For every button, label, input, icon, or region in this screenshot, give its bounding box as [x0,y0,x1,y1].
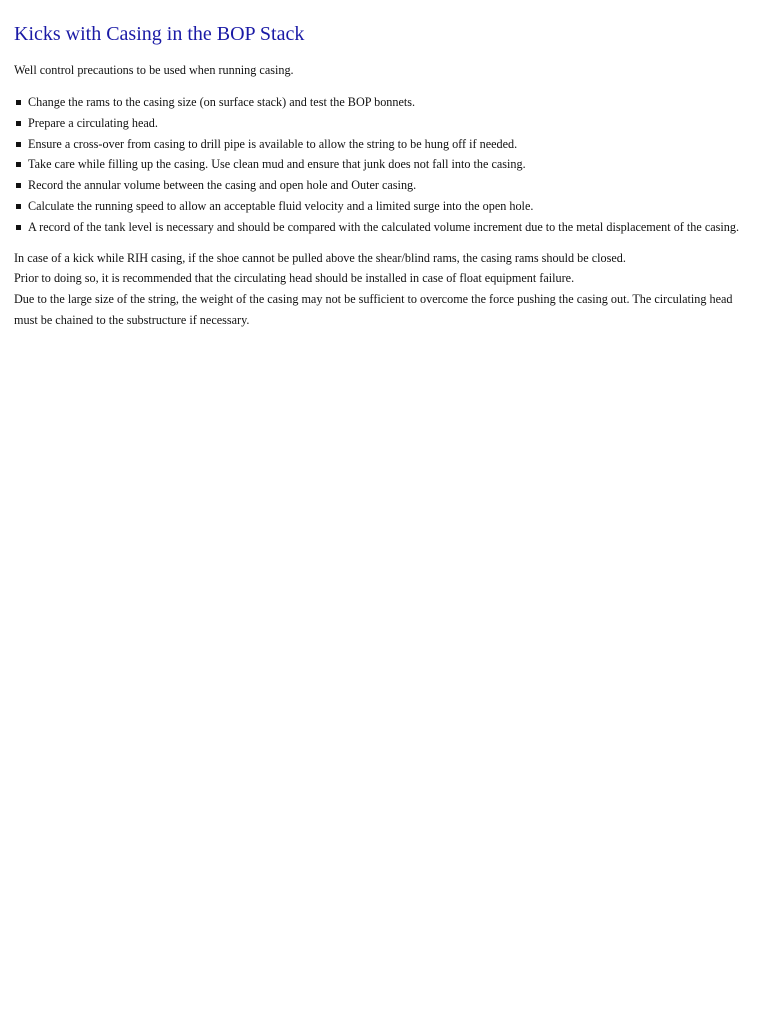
square-bullet-icon [16,142,21,147]
intro-text: Well control precautions to be used when running casing. [14,63,294,77]
list-item-text: Prepare a circulating head. [28,115,158,130]
note-paragraph: Due to the large size of the string, the weight of the casing may not be sufficient to overcome the force pushing the casing out. The circulating head must be chained to the substructure if necessary. [14,292,733,327]
precautions-list [14,92,754,238]
list-item-text: A record of the tank level is necessary and should be compared with the calculated volume increment due to the metal displacement of the casing. [28,219,740,234]
square-bullet-icon [16,183,21,188]
list-item [14,154,754,175]
list-item [14,134,754,155]
note-paragraph: Prior to doing so, it is recommended that the circulating head should be installed in case of float equipment failure. [14,271,575,286]
list-item-text: Take care while filling up the casing. Use clean mud and ensure that junk does not fall into the casing. [28,157,526,172]
list-item-text: Change the rams to the casing size (on surface stack) and test the BOP bonnets. [28,95,416,109]
document-page [14,0,754,331]
list-item [14,175,754,196]
note-paragraph: In case of a kick while RIH casing, if the shoe cannot be pulled above the shear/blind rams, the casing rams should be closed. [14,250,626,265]
kick-procedure-notes [14,248,739,331]
square-bullet-icon [16,204,21,209]
list-item [14,113,754,134]
list-item-text: Calculate the running speed to allow an acceptable fluid velocity and a limited surge into the open hole. [28,198,534,213]
square-bullet-icon [16,225,21,230]
square-bullet-icon [16,162,21,167]
list-item-text: Record the annular volume between the casing and open hole and Outer casing. [28,178,417,193]
square-bullet-icon [16,100,21,105]
list-item-text: Ensure a cross-over from casing to drill pipe is available to allow the string to be hung off if needed. [28,136,518,151]
page-title: Kicks with Casing in the BOP Stack [14,23,305,45]
list-item [14,196,754,217]
list-item [14,217,754,238]
square-bullet-icon [16,121,21,126]
list-item [14,92,754,113]
